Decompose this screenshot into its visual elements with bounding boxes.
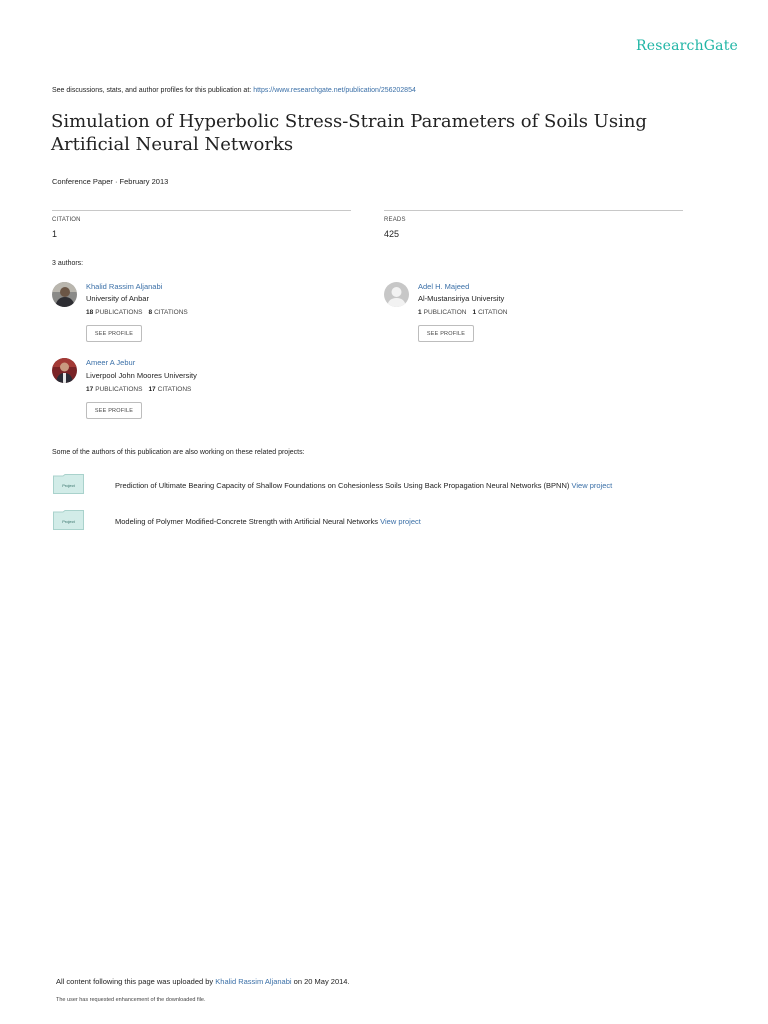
citations-count: 1 — [472, 309, 477, 316]
publications-label: PUBLICATION — [423, 309, 467, 316]
citations-label: CITATIONS — [154, 309, 188, 316]
authors-heading: 3 authors: — [52, 260, 84, 267]
author-photo-icon — [52, 282, 77, 307]
publications-label: PUBLICATIONS — [95, 386, 143, 393]
author-affiliation: Liverpool John Moores University — [86, 371, 197, 380]
citation-label: CITATION — [52, 217, 81, 223]
see-profile-button[interactable]: SEE PROFILE — [86, 402, 142, 419]
reads-divider — [384, 210, 683, 211]
enhancement-note: The user has requested enhancement of the downloaded file. — [56, 997, 206, 1003]
publications-count: 17 — [86, 386, 94, 393]
author-name-link[interactable]: Ameer A Jebur — [86, 358, 136, 367]
reads-value: 425 — [384, 229, 400, 239]
author-counts — [418, 309, 507, 316]
citations-count: 17 — [148, 386, 156, 393]
project-folder-icon — [53, 510, 84, 530]
related-project-item — [115, 481, 612, 490]
upload-suffix: on 20 May 2014. — [293, 977, 350, 986]
uploader-link[interactable]: Khalid Rassim Aljanabi — [215, 977, 292, 986]
publications-count: 18 — [86, 309, 94, 316]
author-counts — [86, 386, 191, 393]
publication-title: Simulation of Hyperbolic Stress-Strain Parameters of Soils Using Artificial Neural Networks — [51, 111, 647, 155]
upload-prefix: All content following this page was uploaded by — [56, 977, 214, 986]
author-name-link[interactable]: Khalid Rassim Aljanabi — [86, 282, 163, 291]
citations-count: 8 — [148, 309, 153, 316]
view-project-link[interactable]: View project — [571, 481, 613, 490]
see-profile-button[interactable]: SEE PROFILE — [86, 325, 142, 342]
project-title: Prediction of Ultimate Bearing Capacity of Shallow Foundations on Cohesionless Soils Using Back Propagation Neural Networks (BPNN) — [115, 481, 570, 490]
author-photo-icon — [52, 358, 77, 383]
default-user-icon — [384, 282, 409, 307]
author-counts — [86, 309, 188, 316]
publication-url-link[interactable]: https://www.researchgate.net/publication/256202854 — [253, 87, 416, 94]
publication-meta: Conference Paper · February 2013 — [52, 177, 169, 186]
publications-label: PUBLICATIONS — [95, 309, 143, 316]
publications-count: 1 — [418, 309, 422, 316]
author-avatar[interactable] — [52, 282, 77, 307]
project-folder-icon — [53, 474, 84, 494]
svg-text:Project: Project — [62, 483, 75, 488]
citation-value: 1 — [52, 229, 58, 239]
author-avatar[interactable] — [52, 358, 77, 383]
researchgate-logo[interactable]: ResearchGate — [636, 38, 739, 54]
upload-note — [56, 977, 350, 986]
citations-label: CITATION — [478, 309, 508, 316]
author-affiliation: University of Anbar — [86, 294, 149, 303]
reads-label: READS — [384, 217, 406, 223]
citations-label: CITATIONS — [157, 386, 192, 393]
see-profile-button[interactable]: SEE PROFILE — [418, 325, 474, 342]
view-project-link[interactable]: View project — [380, 517, 421, 526]
discussion-line — [52, 87, 416, 94]
related-project-item — [115, 517, 421, 526]
discussion-text: See discussions, stats, and author profiles for this publication at: — [52, 87, 252, 94]
svg-text:Project: Project — [62, 519, 75, 524]
author-name-link[interactable]: Adel H. Majeed — [418, 282, 470, 291]
author-avatar[interactable] — [384, 282, 409, 307]
related-projects-heading: Some of the authors of this publication are also working on these related projects: — [52, 449, 305, 456]
author-affiliation: Al-Mustansiriya University — [418, 294, 505, 303]
project-title: Modeling of Polymer Modified-Concrete Strength with Artificial Neural Networks — [115, 517, 379, 526]
citation-divider — [52, 210, 351, 211]
